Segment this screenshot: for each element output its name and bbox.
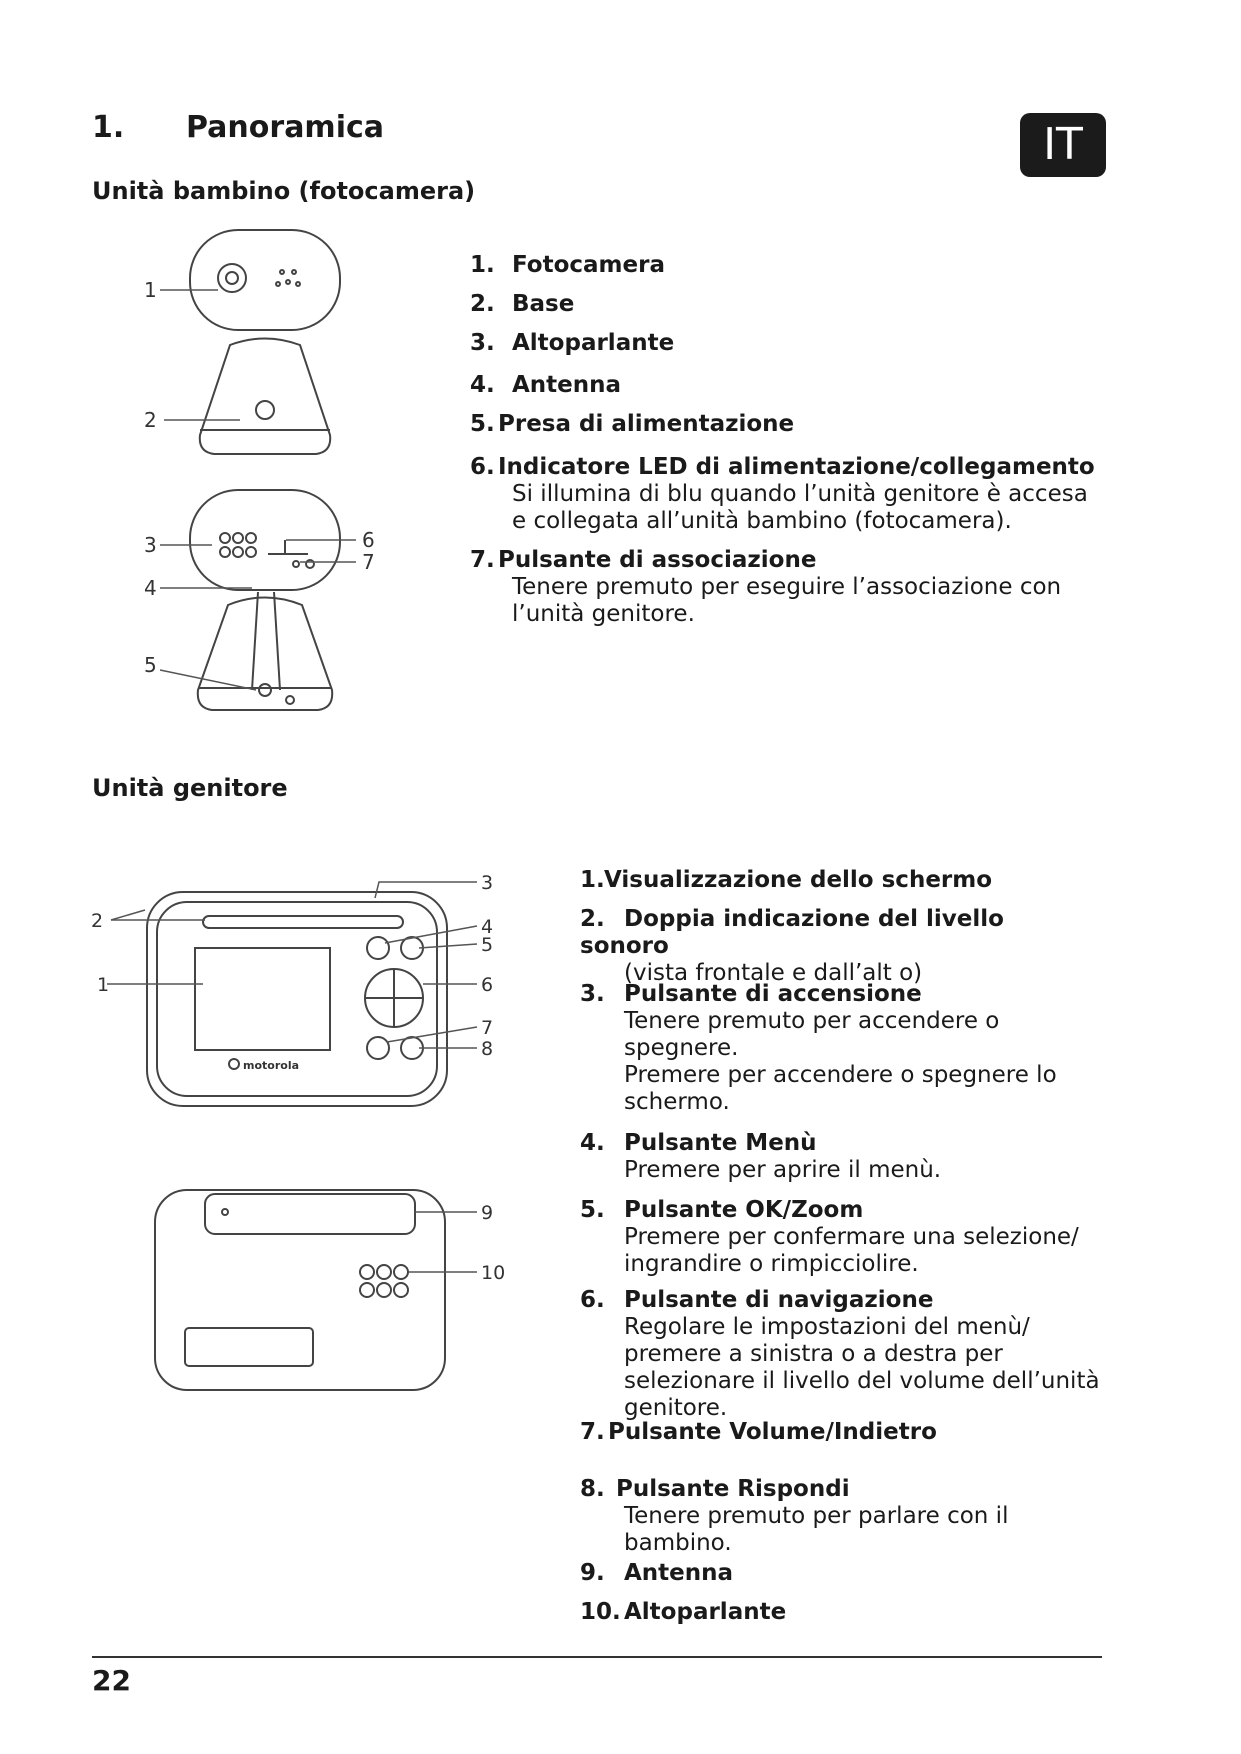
baby-callout-5: 5	[144, 653, 157, 677]
camera-base-back	[198, 598, 332, 711]
parent-unit-illustration	[85, 860, 525, 1420]
parent-item-10: 10. Altoparlante	[580, 1599, 787, 1625]
speaker-grille	[360, 1265, 408, 1297]
baby-item-7: 7. Pulsante di associazione Tenere premuto per eseguire l’associazione con l’unità genitore.	[470, 547, 1062, 627]
parent-item-3: 3. Pulsante di accensione Tenere premuto per accendere o spegnere. Premere per accendere o spegnere lo schermo.	[580, 981, 1057, 1115]
sound-level-bar	[203, 916, 403, 928]
stand-slot	[185, 1328, 313, 1366]
camera-lens	[218, 264, 246, 292]
baby-callout-4: 4	[144, 576, 157, 600]
section-title: Panoramica	[186, 110, 385, 145]
camera-head-front	[190, 230, 340, 330]
baby-callout-1: 1	[144, 278, 157, 302]
parent-item-9: 9. Antenna	[580, 1560, 734, 1586]
baby-unit-illustration	[140, 220, 400, 720]
parent-callout-2: 2	[91, 910, 104, 932]
speaker-holes	[220, 533, 256, 557]
parent-callout-1: 1	[97, 974, 110, 996]
parent-callout-3: 3	[481, 872, 494, 894]
parent-item-7: 7. Pulsante Volume/Indietro	[580, 1419, 937, 1445]
antenna-back	[205, 1194, 415, 1234]
baby-item-1: 1. Fotocamera	[470, 252, 665, 278]
footer-rule	[92, 1656, 1102, 1658]
screen-display	[195, 948, 330, 1050]
parent-unit-heading: Unità genitore	[92, 774, 288, 802]
motorola-logo-icon	[229, 1059, 239, 1069]
baby-item-2: 2. Base	[470, 291, 575, 317]
parent-unit-back	[155, 1190, 445, 1390]
page-number: 22	[92, 1664, 131, 1697]
baby-callout-2: 2	[144, 408, 157, 432]
baby-item-5: 5. Presa di alimentazione	[470, 411, 795, 437]
parent-callout-8: 8	[481, 1038, 494, 1060]
parent-callout-7: 7	[481, 1017, 494, 1039]
baby-callout-3: 3	[144, 533, 157, 557]
parent-callout-4: 4	[481, 916, 494, 938]
parent-callout-5: 5	[481, 934, 494, 956]
power-socket-icon	[259, 684, 271, 696]
parent-item-4: 4. Pulsante Menù Premere per aprire il menù.	[580, 1130, 942, 1183]
baby-callout-6: 6	[362, 528, 375, 552]
volume-back-button	[367, 1037, 389, 1059]
motorola-logo-icon	[256, 401, 274, 419]
baby-unit-heading: Unità bambino (fotocamera)	[92, 177, 476, 205]
baby-item-3: 3. Altoparlante	[470, 330, 675, 356]
language-badge: IT	[1020, 113, 1106, 177]
parent-callout-6: 6	[481, 974, 494, 996]
menu-button	[367, 937, 389, 959]
parent-item-8: 8. Pulsante Rispondi Tenere premuto per parlare con il bambino.	[580, 1476, 1009, 1556]
parent-item-1: 1.Visualizzazione dello schermo	[580, 867, 993, 893]
baby-callout-7: 7	[362, 550, 375, 574]
parent-logo-text: motorola	[243, 1059, 300, 1072]
parent-item-6: 6. Pulsante di navigazione Regolare le impostazioni del menù/ premere a sinistra o a destra per selezionare il livello del volume dell’unità genitore.	[580, 1287, 1100, 1421]
parent-item-2: 2. Doppia indicazione del livello sonoro (vista frontale e dall’alt o)	[580, 906, 1004, 986]
camera-base-front	[200, 339, 330, 455]
parent-item-5: 5. Pulsante OK/Zoom Premere per confermare una selezione/ ingrandire o rimpicciolire.	[580, 1197, 1079, 1277]
baby-item-6: 6. Indicatore LED di alimentazione/collegamento Si illumina di blu quando l’unità genitore è accesa e collegata all’unità bambino (fotocamera).	[470, 454, 1095, 534]
parent-callout-10: 10	[481, 1262, 506, 1284]
section-number: 1.	[92, 110, 125, 145]
parent-callout-9: 9	[481, 1202, 494, 1224]
baby-item-4: 4. Antenna	[470, 372, 622, 398]
